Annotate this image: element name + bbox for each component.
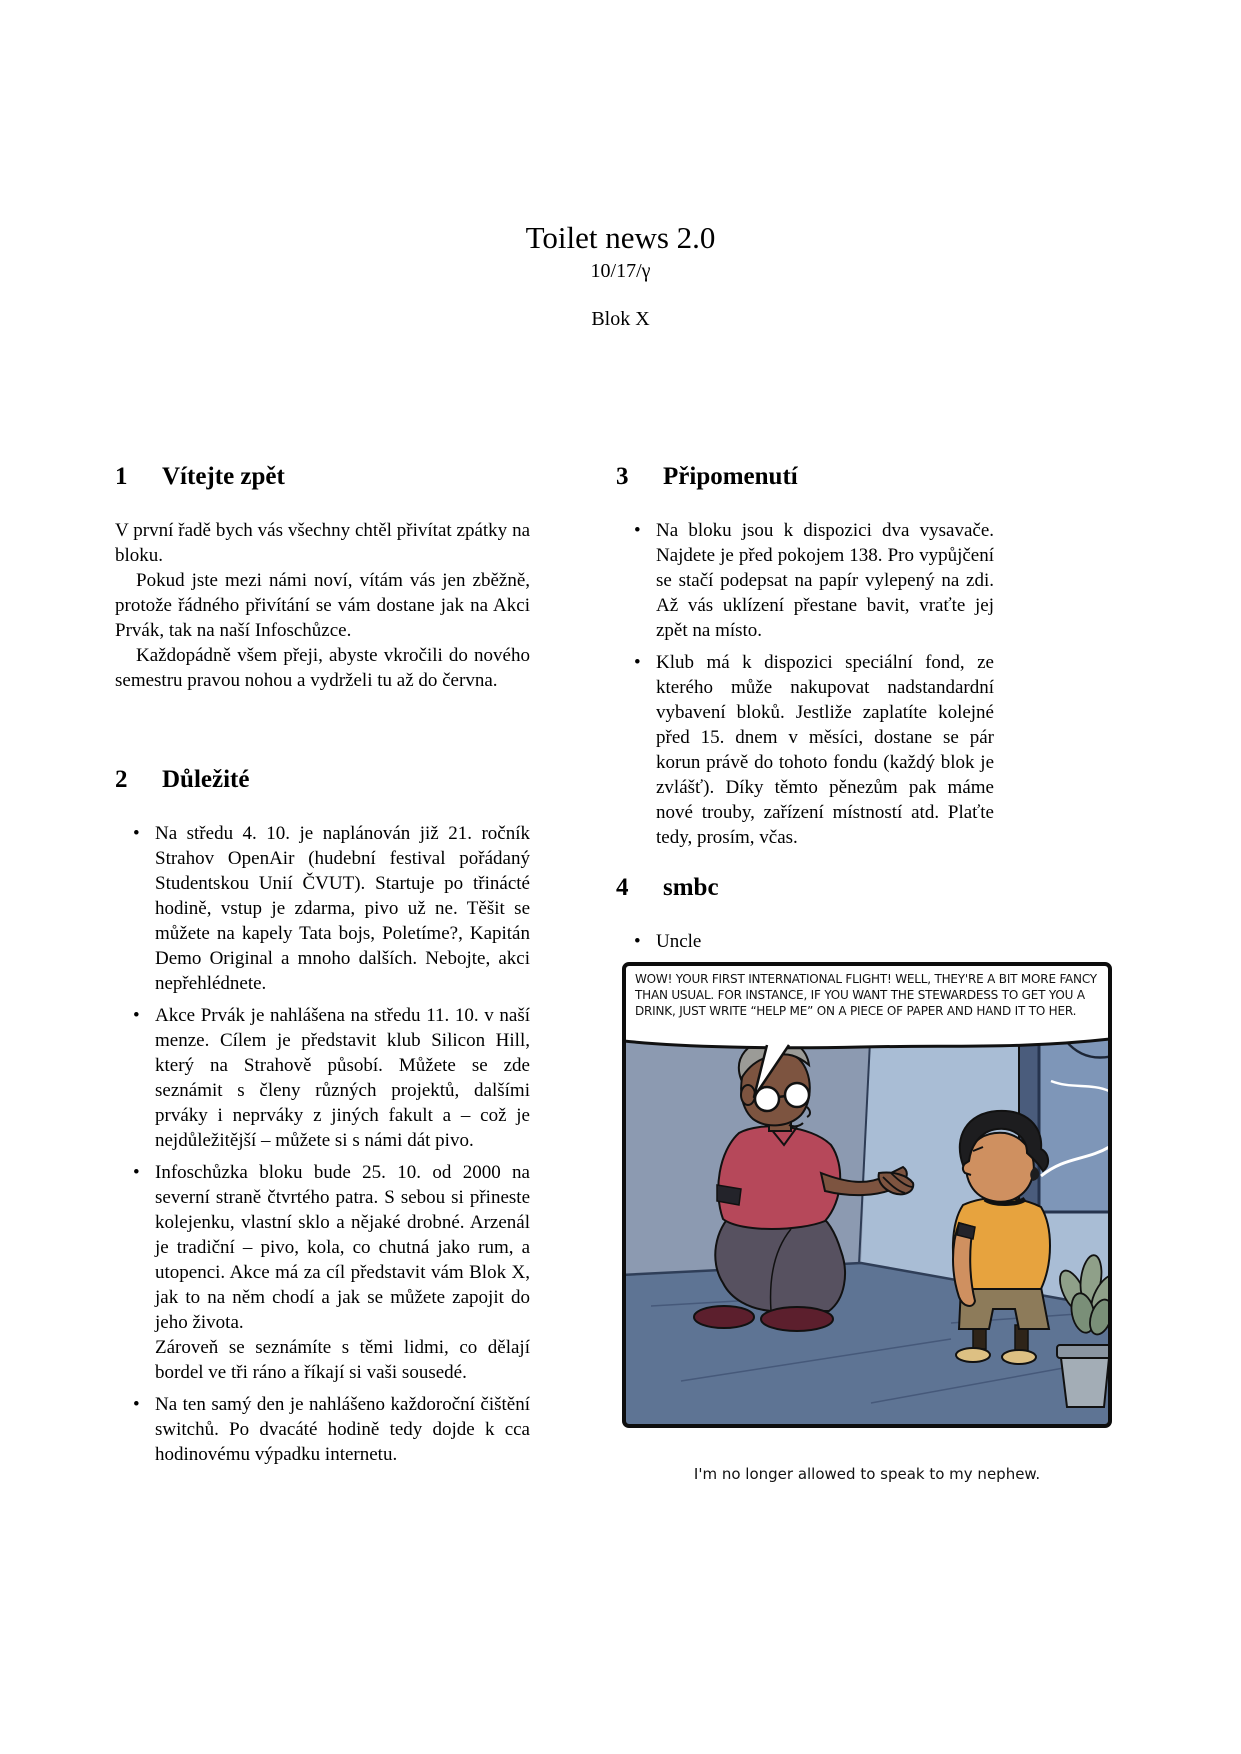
bullet-icon: • (133, 823, 140, 844)
comic-scene (621, 961, 1113, 1429)
section-heading-smbc (616, 873, 994, 903)
bullet-icon: • (634, 652, 641, 673)
section-title: smbc (663, 874, 719, 901)
bullet-text: Na bloku jsou k dispozici dva vysavače. Najdete je před pokojem 138. Pro vypůjčení se stačí podepsat na papír vylepený na zdi. Až vás uklízení přestane bavit, vraťte jej zpět na místo. (656, 520, 994, 641)
glasses-lens (785, 1083, 809, 1107)
left-column (115, 462, 530, 1474)
bullet-icon: • (133, 1162, 140, 1183)
bullet-icon: • (133, 1394, 140, 1415)
section-heading-reminders (616, 462, 994, 492)
bullet-icon: • (634, 520, 641, 541)
smbc-comic-panel (621, 961, 1113, 1429)
bullet-text: Infoschůzka bloku bude 25. 10. od 2000 na severní straně čtvrtého patra. S sebou si přineste kolejenku, vlastní sklo a nějaké drobné. Arzenál je tradiční – pivo, kola, co chutná jako rum, a utopenci. Akce má za cíl představit vám Blok X, jak to na něm chodí a jak se můžete zapojit do jeho života. (155, 1162, 530, 1333)
smbc-list (616, 929, 994, 954)
bullet-text: Na středu 4. 10. je naplánován již 21. ročník Strahov OpenAir (hudební festival pořádaný Studentskou Unií ČVUT). Startuje po třinácté hodině, vstup je zdarma, pivo už ne. Těšit se můžete na kapely Tata bojs, Poletíme?, Kapitán Demo Original a mnoho dalších. Nebojte, akci nepřehlédnete. (155, 823, 530, 994)
section-title: Připomenutí (663, 463, 798, 490)
list-item (616, 650, 994, 850)
list-item (115, 821, 530, 996)
document-date: 10/17/γ (590, 260, 651, 282)
bullet-text: Zároveň se seznámíte s těmi lidmi, co dělají bordel ve tři ráno a říkají si vaši sousedé. (155, 1337, 530, 1383)
document-author: Blok X (591, 308, 650, 330)
paragraph: Pokud jste mezi námi noví, vítám vás jen zběžně, protože řádného přivítání se vám dostane jak na Akci Prvák, tak na naší Infoschůzce. (115, 570, 530, 641)
section-heading-important (115, 765, 530, 795)
bullet-text: Uncle (656, 931, 702, 952)
section-number: 4 (616, 874, 629, 901)
bullet-icon: • (133, 1005, 140, 1026)
list-item (115, 1003, 530, 1153)
section-number: 3 (616, 463, 629, 490)
section-heading-welcome (115, 462, 530, 492)
bullet-icon: • (634, 931, 641, 952)
list-item (115, 1160, 530, 1385)
important-list (115, 821, 530, 1467)
paragraph: Každopádně všem přeji, abyste vkročili do nového semestru pravou nohou a vydrželi tu až do června. (115, 645, 530, 691)
bullet-text: Akce Prvák je nahlášena na středu 11. 10. v naší menze. Cílem je představit klub Silicon Hill, který na Strahově působí. Můžete se zde seznámit s členy různých projektů, dalšími prváky i neprváky z jiných fakult a – což je nejdůležitější – můžete si s námi dát pivo. (155, 1005, 530, 1151)
title-block (0, 218, 1241, 332)
list-item (115, 1392, 530, 1467)
section-title: Důležité (162, 766, 250, 793)
section-title: Vítejte zpět (162, 463, 285, 490)
paragraph: V první řadě bych vás všechny chtěl přivítat zpátky na bloku. (115, 520, 530, 566)
list-item (616, 929, 994, 954)
section-number: 2 (115, 766, 128, 793)
section-number: 1 (115, 463, 128, 490)
reminders-list (616, 518, 994, 850)
comic-caption: I'm no longer allowed to speak to my nephew. (693, 1465, 1041, 1483)
right-column (616, 462, 1097, 1483)
list-item (616, 518, 994, 643)
bullet-text: Klub má k dispozici speciální fond, ze kterého může nakupovat nadstandardní vybavení bloků. Jestliže zaplatíte kolejné před 15. dnem v měsíci, dostane se pár korun právě do tohoto fondu (každý blok je zvlášť). Díky těmto pěnezům pak máme nové trouby, zařízení místností atd. Plaťte tedy, prosím, včas. (656, 652, 994, 848)
document-title: Toilet news 2.0 (525, 220, 716, 255)
speech-bubble-text: WOW! YOUR FIRST INTERNATIONAL FLIGHT! WELL, THEY'RE A BIT MORE FANCY THAN USUAL. FOR INSTANCE, IF YOU WANT THE STEWARDESS TO GET YOU A DRINK, JUST WRITE “HELP ME” ON A PIECE OF PAPER AND HAND IT TO HER. (635, 972, 1097, 1018)
bullet-text: Na ten samý den je nahlášeno každoroční čištění switchů. Po dvacáté hodině tedy dojde k cca hodinovému výpadku internetu. (155, 1394, 530, 1465)
